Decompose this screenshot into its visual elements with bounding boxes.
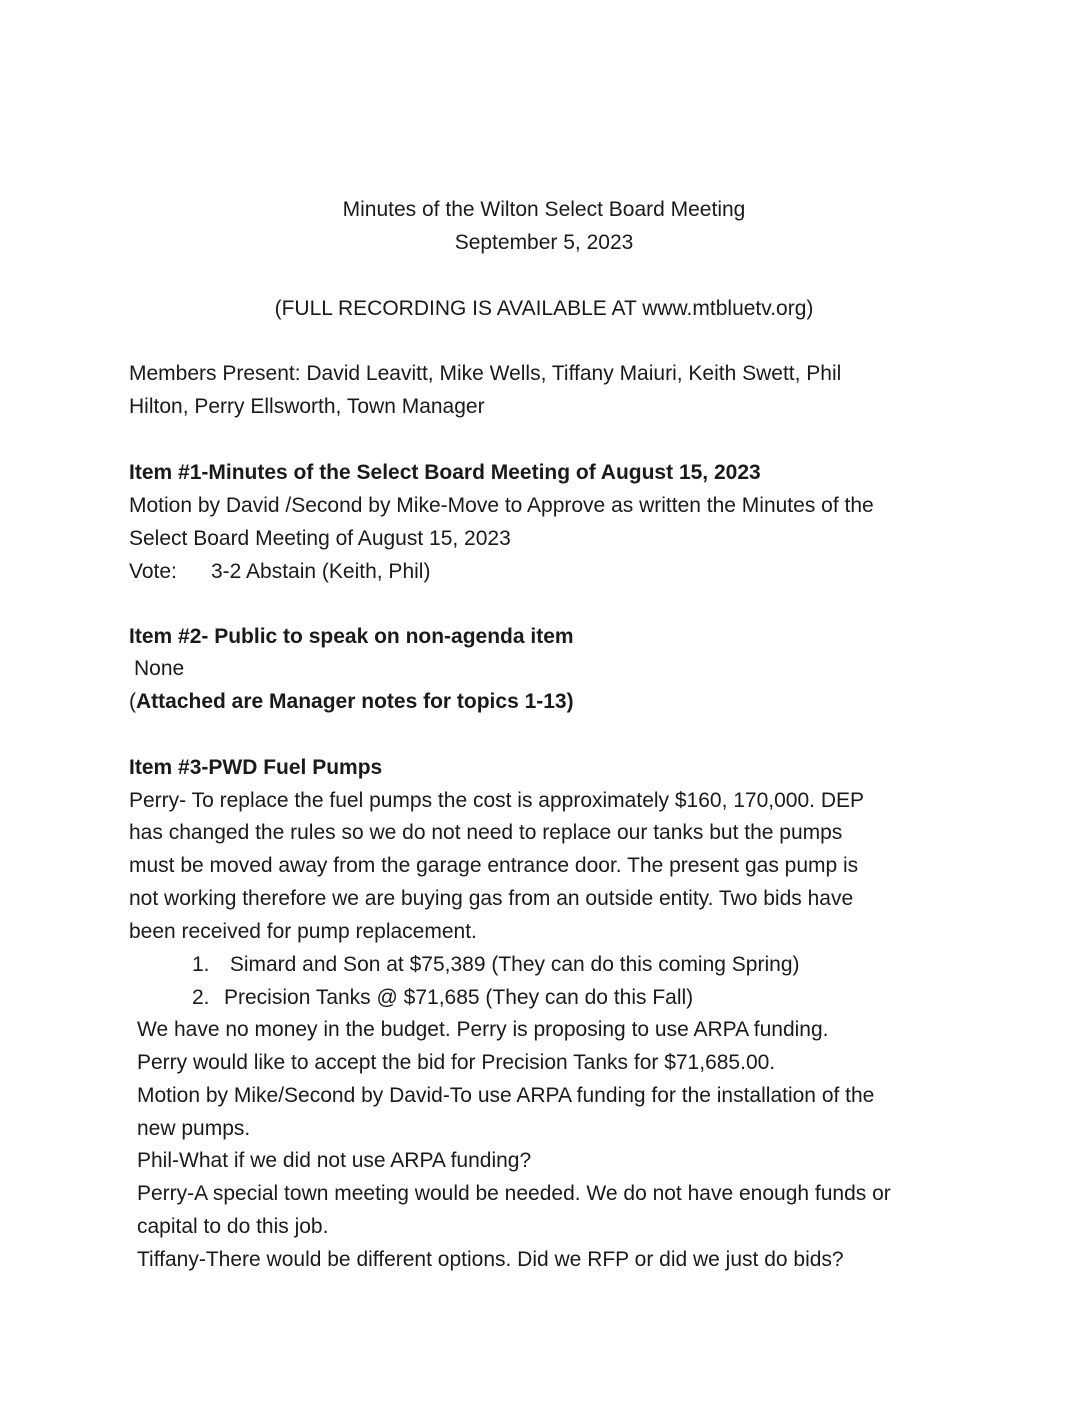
item2-note-text: Attached are Manager notes for topics 1-13) bbox=[136, 690, 574, 713]
item3-para-line: has changed the rules so we do not need to replace our tanks but the pumps bbox=[129, 821, 843, 844]
item3-body-line: We have no money in the budget. Perry is proposing to use ARPA funding. bbox=[137, 1018, 829, 1041]
item2-note bbox=[129, 689, 574, 715]
bid-number: 2. bbox=[192, 986, 210, 1009]
vote-label: Vote: bbox=[129, 560, 177, 583]
item3-para-line: been received for pump replacement. bbox=[129, 920, 477, 943]
document-title: Minutes of the Wilton Select Board Meeting bbox=[342, 198, 746, 221]
item1-motion-line-1: Motion by David /Second by Mike-Move to Approve as written the Minutes of the bbox=[129, 494, 874, 517]
item1-heading: Item #1-Minutes of the Select Board Meeting of August 15, 2023 bbox=[129, 461, 761, 484]
item3-para-line: Perry- To replace the fuel pumps the cost is approximately $160, 170,000. DEP bbox=[129, 789, 865, 812]
bid-number: 1. bbox=[192, 953, 210, 976]
members-present-line-1: Members Present: David Leavitt, Mike Wells, Tiffany Maiuri, Keith Swett, Phil bbox=[129, 362, 842, 385]
recording-note: (FULL RECORDING IS AVAILABLE AT www.mtbluetv.org) bbox=[274, 297, 814, 320]
item3-body-line: capital to do this job. bbox=[137, 1215, 329, 1238]
bid-text: Simard and Son at $75,389 (They can do this coming Spring) bbox=[224, 953, 800, 976]
item2-note-paren: ( bbox=[129, 690, 136, 713]
item3-body-line: new pumps. bbox=[137, 1117, 251, 1140]
meeting-date: September 5, 2023 bbox=[454, 231, 634, 254]
item3-heading: Item #3-PWD Fuel Pumps bbox=[129, 756, 383, 779]
item1-motion-line-2: Select Board Meeting of August 15, 2023 bbox=[129, 527, 511, 550]
item3-body-line: Motion by Mike/Second by David-To use ARPA funding for the installation of the bbox=[137, 1084, 875, 1107]
bid-list-item bbox=[192, 952, 800, 978]
item3-body-line: Phil-What if we did not use ARPA funding? bbox=[137, 1149, 532, 1172]
vote-value: 3-2 Abstain (Keith, Phil) bbox=[211, 560, 431, 583]
members-present-line-2: Hilton, Perry Ellsworth, Town Manager bbox=[129, 395, 485, 418]
item3-body-line: Perry-A special town meeting would be needed. We do not have enough funds or bbox=[137, 1182, 891, 1205]
item3-para-line: must be moved away from the garage entrance door. The present gas pump is bbox=[129, 854, 859, 877]
item1-vote bbox=[129, 559, 430, 585]
item3-para-line: not working therefore we are buying gas from an outside entity. Two bids have bbox=[129, 887, 854, 910]
item3-body-line: Tiffany-There would be different options. Did we RFP or did we just do bids? bbox=[137, 1248, 844, 1271]
bid-text: Precision Tanks @ $71,685 (They can do this Fall) bbox=[224, 986, 694, 1009]
item3-body-line: Perry would like to accept the bid for Precision Tanks for $71,685.00. bbox=[137, 1051, 776, 1074]
bid-list-item bbox=[192, 985, 693, 1011]
item2-body: None bbox=[134, 657, 185, 680]
item2-heading: Item #2- Public to speak on non-agenda item bbox=[129, 625, 574, 648]
